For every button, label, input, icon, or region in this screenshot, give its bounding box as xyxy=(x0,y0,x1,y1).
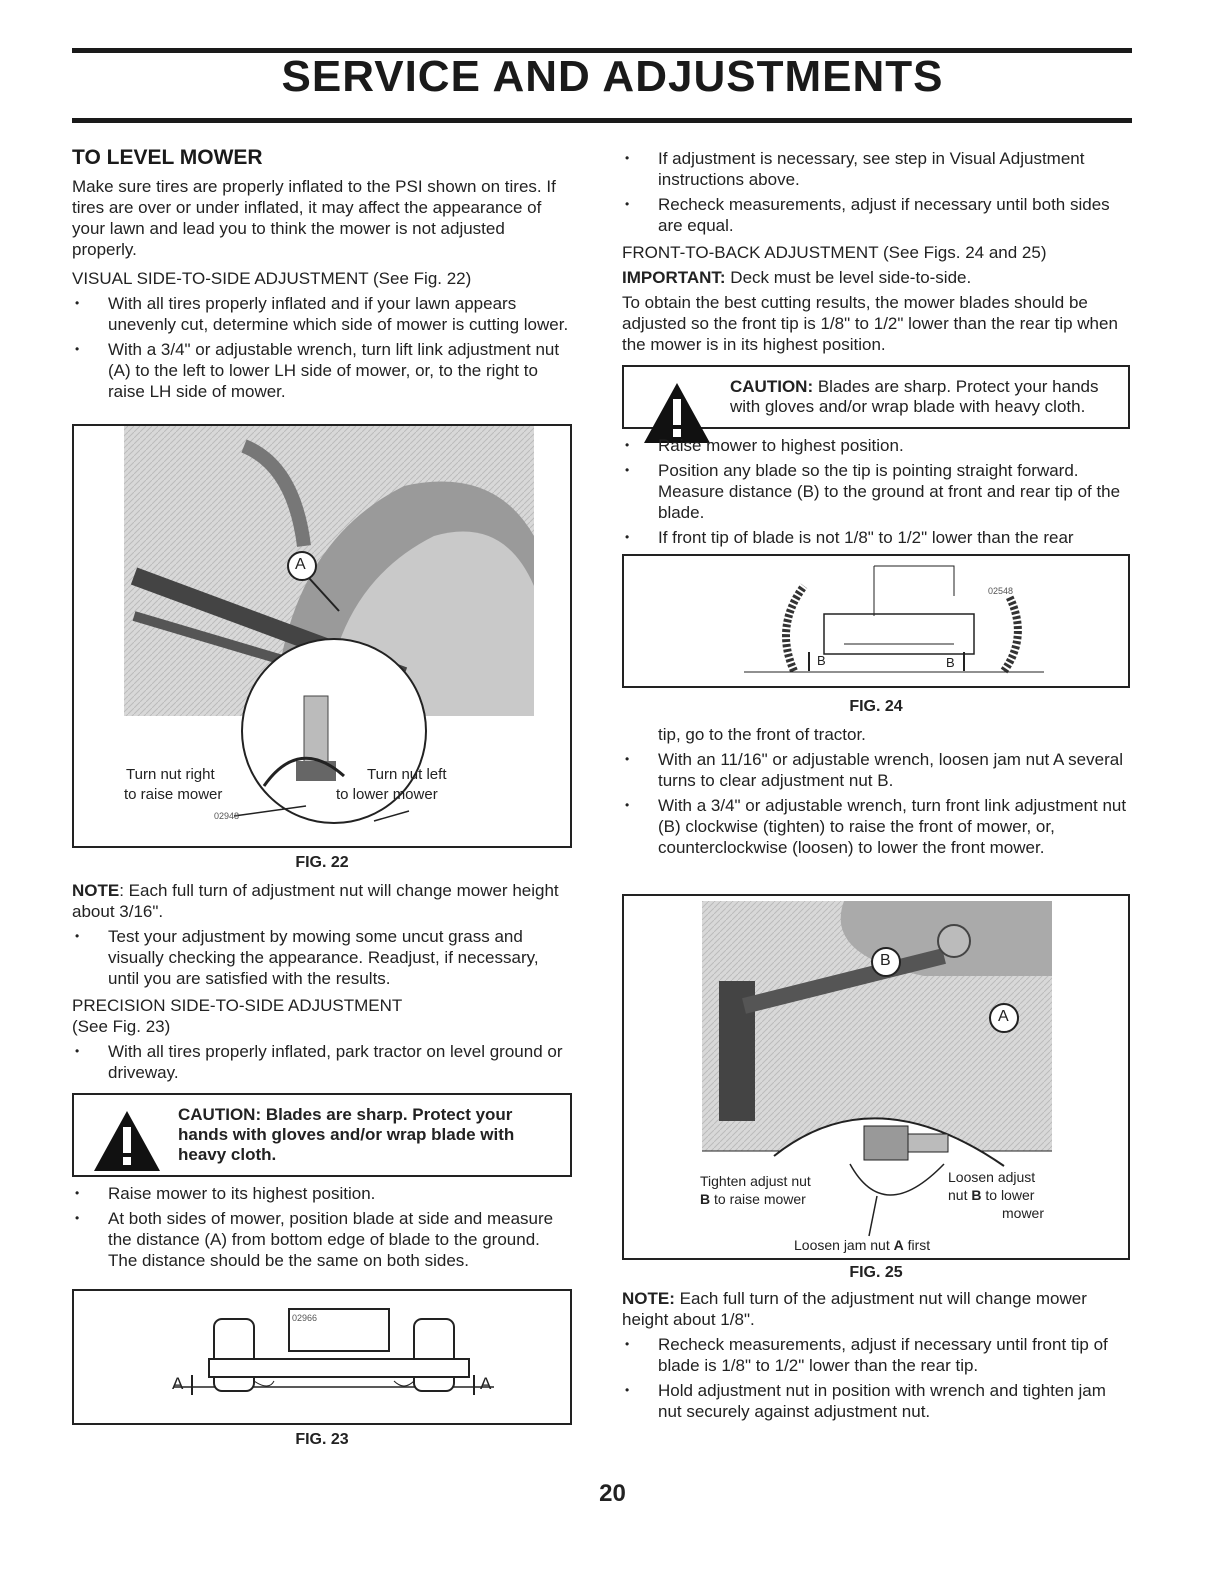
list-item: • At both sides of mower, position blade at side and measure the distance (A) from bottom edge of blade to the ground. The distance should be the same on both sides. xyxy=(72,1208,572,1271)
nut-b-label: B xyxy=(971,1187,982,1203)
turn-left-label-2: to lower mower xyxy=(336,786,438,803)
list-item: • If adjustment is necessary, see step in Visual Adjustment instructions above. xyxy=(622,148,1130,190)
note-label: NOTE: xyxy=(622,1289,675,1308)
caution-label: CAUTION: xyxy=(730,377,814,396)
caution-box xyxy=(622,365,1130,429)
obtain-paragraph: To obtain the best cutting results, the mower blades should be adjusted so the front tip is 1/8" to 1/2" lower than the rear tip when the mower is in its highest position. xyxy=(622,293,1118,354)
intro-paragraph: Make sure tires are properly inflated to the PSI shown on tires. If tires are over or under inflated, it may affect the appearance of your lawn and lead you to think the mower is not adjusted properly. xyxy=(72,177,556,259)
caution-body: Blades are sharp. Protect your hands with gloves and/or wrap blade with heavy cloth. xyxy=(730,377,1099,416)
loosen-label-1: Loosen adjust xyxy=(948,1169,1036,1185)
note-bullets xyxy=(72,926,572,989)
after-fig24-bullets xyxy=(622,749,1130,858)
nut-b-label: B xyxy=(700,1191,711,1207)
figure-25-label: FIG. 25 xyxy=(849,1264,903,1281)
loosen-text-a: nut xyxy=(948,1187,972,1203)
figure-24 xyxy=(622,554,1130,688)
jam-nut-label xyxy=(794,1236,930,1254)
front-to-back-title: FRONT-TO-BACK ADJUSTMENT (See Figs. 24 and 25) xyxy=(622,243,1047,262)
nut-a-label: A xyxy=(893,1237,904,1253)
important-paragraph xyxy=(622,267,1130,288)
caution-text: CAUTION: Blades are sharp. Protect your hands with gloves and/or wrap blade with heavy cloth. xyxy=(178,1105,515,1164)
figure-24-illustration xyxy=(624,556,1128,686)
list-item: • With all tires properly inflated and if your lawn appears unevenly cut, determine which side of mower is cutting lower. xyxy=(72,293,572,335)
precision-bullets xyxy=(72,1041,572,1083)
list-item: • Raise mower to its highest position. xyxy=(72,1183,572,1204)
precision-subtitle: (See Fig. 23) xyxy=(72,1017,171,1036)
list-item: • With all tires properly inflated, park tractor on level ground or driveway. xyxy=(72,1041,572,1083)
warning-icon xyxy=(92,1109,162,1173)
tighten-text: to raise mower xyxy=(710,1191,806,1207)
distance-label-left: A xyxy=(172,1374,184,1393)
figure-23 xyxy=(72,1289,572,1425)
turn-right-label-1: Turn nut right xyxy=(126,766,215,783)
tighten-label-1: Tighten adjust nut xyxy=(700,1173,811,1189)
list-item: • If front tip of blade is not 1/8" to 1/2" lower than the rear xyxy=(622,527,1130,548)
figure-22 xyxy=(72,424,572,848)
jam-text-1: Loosen jam nut xyxy=(794,1237,894,1253)
figure-22-label: FIG. 22 xyxy=(295,854,349,871)
bottom-rule xyxy=(72,118,1132,123)
list-item: • Recheck measurements, adjust if necessary until both sides are equal. xyxy=(622,194,1130,236)
important-label: IMPORTANT: xyxy=(622,268,726,287)
note-paragraph xyxy=(622,1288,1130,1330)
important-text: Deck must be level side-to-side. xyxy=(725,268,972,287)
caution-text xyxy=(730,377,1116,417)
caution-box xyxy=(72,1093,572,1177)
figure-code: 02948 xyxy=(214,811,240,821)
tighten-label-2 xyxy=(700,1190,806,1208)
figure-code: 02966 xyxy=(292,1313,318,1323)
figure-23-label: FIG. 23 xyxy=(295,1431,349,1448)
callout-a: A xyxy=(295,556,306,573)
loosen-label-2 xyxy=(948,1186,1034,1204)
list-item: • With a 3/4" or adjustable wrench, turn front link adjustment nut (B) clockwise (tighten) to raise the front of mower, or, counterclockwise (loosen) to lower the front mower. xyxy=(622,795,1130,858)
loosen-label-3: mower xyxy=(1002,1205,1045,1221)
list-item: • Hold adjustment nut in position with wrench and tighten jam nut securely against adjustment nut. xyxy=(622,1380,1130,1422)
distance-label-b-rear: B xyxy=(946,655,955,670)
turn-right-label-2: to raise mower xyxy=(124,786,223,803)
precision-title: PRECISION SIDE-TO-SIDE ADJUSTMENT xyxy=(72,996,403,1015)
section-heading: TO LEVEL MOWER xyxy=(72,146,263,169)
visual-bullets xyxy=(72,293,572,402)
measure-bullets xyxy=(72,1183,572,1271)
list-item: • Raise mower to highest position. xyxy=(622,435,1130,456)
top-bullets xyxy=(622,148,1130,236)
list-item: • With an 11/16" or adjustable wrench, loosen jam nut A several turns to clear adjustment nut B. xyxy=(622,749,1130,791)
callout-b: B xyxy=(880,952,891,969)
figure-23-illustration xyxy=(74,1291,570,1423)
page-number: 20 xyxy=(599,1480,626,1507)
distance-label-b-front: B xyxy=(817,653,826,668)
note-paragraph xyxy=(72,880,572,922)
figure-code: 02548 xyxy=(988,586,1014,596)
figure-25 xyxy=(622,894,1130,1260)
page-title: SERVICE AND ADJUSTMENTS xyxy=(281,52,944,101)
visual-adjustment-title: VISUAL SIDE-TO-SIDE ADJUSTMENT (See Fig. 22) xyxy=(72,269,472,288)
list-item: • Position any blade so the tip is pointing straight forward. Measure distance (B) to the ground at front and rear tip of the blade. xyxy=(622,460,1130,523)
left-column xyxy=(72,138,572,1457)
loosen-text-b: to lower xyxy=(981,1187,1035,1203)
note-text: Each full turn of the adjustment nut will change mower height about 1/8". xyxy=(622,1289,1087,1329)
distance-label-right: A xyxy=(480,1374,492,1393)
turn-left-label-1: Turn nut left xyxy=(367,766,447,783)
continued-text: tip, go to the front of tractor. xyxy=(658,725,866,744)
note-label: NOTE xyxy=(72,881,120,900)
list-item: • Test your adjustment by mowing some uncut grass and visually checking the appearance. Readjust, if necessary, until you are satisfied with the results. xyxy=(72,926,572,989)
final-bullets xyxy=(622,1334,1130,1422)
mid-bullets xyxy=(622,435,1130,548)
list-item: • With a 3/4" or adjustable wrench, turn lift link adjustment nut (A) to the left to lower LH side of mower, or, to the right to raise LH side of mower. xyxy=(72,339,572,402)
jam-text-2: first xyxy=(903,1237,931,1253)
note-text: : Each full turn of adjustment nut will change mower height about 3/16". xyxy=(72,881,559,921)
callout-a: A xyxy=(998,1008,1009,1025)
list-item: • Recheck measurements, adjust if necessary until front tip of blade is 1/8" to 1/2" lower than the rear tip. xyxy=(622,1334,1130,1376)
figure-24-label: FIG. 24 xyxy=(849,698,903,715)
right-column xyxy=(622,148,1130,1428)
